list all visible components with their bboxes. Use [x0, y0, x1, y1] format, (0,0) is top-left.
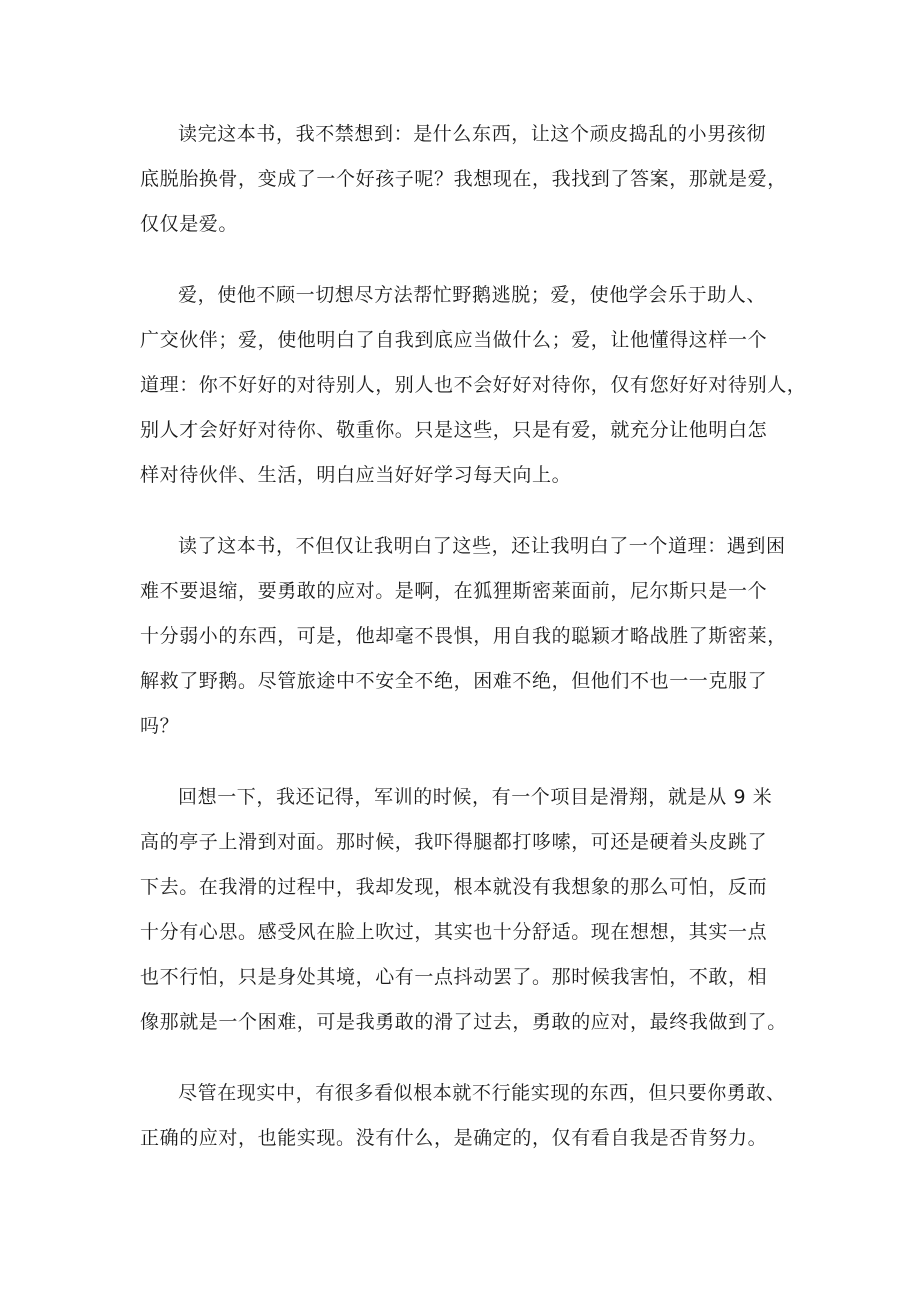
paragraph-line: 解救了野鹅。尽管旅途中不安全不绝，困难不绝，但他们不也一一克服了 — [140, 670, 768, 692]
paragraph-1 — [140, 112, 812, 247]
paragraph-line: 十分弱小的东西，可是，他却毫不畏惧，用自我的聪颖才略战胜了斯密莱， — [140, 625, 787, 647]
paragraph-2 — [140, 273, 812, 498]
paragraph-line: 广交伙伴；爱，使他明白了自我到底应当做什么；爱，让他懂得这样一个 — [140, 329, 768, 351]
paragraph-line: 爱，使他不顾一切想尽方法帮忙野鹅逃脱；爱，使他学会乐于助人、 — [178, 284, 767, 306]
paragraph-4 — [140, 775, 812, 1045]
paragraph-line: 仅仅是爱。 — [140, 213, 239, 235]
paragraph-line: 下去。在我滑的过程中，我却发现，根本就没有我想象的那么可怕，反而 — [140, 876, 768, 898]
paragraph-line: 尽管在现实中，有很多看似根本就不行能实现的东西，但只要你勇敢、 — [178, 1082, 786, 1104]
paragraph-line: 底脱胎换骨，变成了一个好孩子呢？我想现在，我找到了答案，那就是爱， — [140, 168, 787, 190]
paragraph-5 — [140, 1071, 812, 1161]
paragraph-line: 回想一下，我还记得，军训的时候，有一个项目是滑翔，就是从 9 米 — [178, 786, 773, 808]
paragraph-line: 像那就是一个困难，可是我勇敢的滑了过去，勇敢的应对，最终我做到了。 — [140, 1011, 787, 1033]
paragraph-line: 难不要退缩，要勇敢的应对。是啊，在狐狸斯密莱面前，尼尔斯只是一个 — [140, 580, 768, 602]
paragraph-line: 道理：你不好好的对待别人，别人也不会好好对待你，仅有您好好对待别人， — [140, 374, 807, 396]
paragraph-line: 读完这本书，我不禁想到：是什么东西，让这个顽皮捣乱的小男孩彻 — [178, 123, 767, 145]
paragraph-3 — [140, 524, 812, 749]
paragraph-line: 别人才会好好对待你、敬重你。只是这些，只是有爱，就充分让他明白怎 — [140, 419, 768, 441]
paragraph-line: 读了这本书，不但仅让我明白了这些，还让我明白了一个道理：遇到困 — [178, 535, 786, 557]
paragraph-line: 十分有心思。感受风在脸上吹过，其实也十分舒适。现在想想，其实一点 — [140, 921, 768, 943]
paragraph-line: 高的亭子上滑到对面。那时候，我吓得腿都打哆嗦，可还是硬着头皮跳了 — [140, 831, 768, 853]
paragraph-line: 也不行怕，只是身处其境，心有一点抖动罢了。那时候我害怕，不敢，相 — [140, 966, 768, 988]
document-body — [140, 112, 812, 1187]
paragraph-line: 正确的应对，也能实现。没有什么，是确定的，仅有看自我是否肯努力。 — [140, 1127, 768, 1149]
paragraph-line: 样对待伙伴、生活，明白应当好好学习每天向上。 — [140, 464, 572, 486]
paragraph-line: 吗？ — [140, 715, 180, 737]
